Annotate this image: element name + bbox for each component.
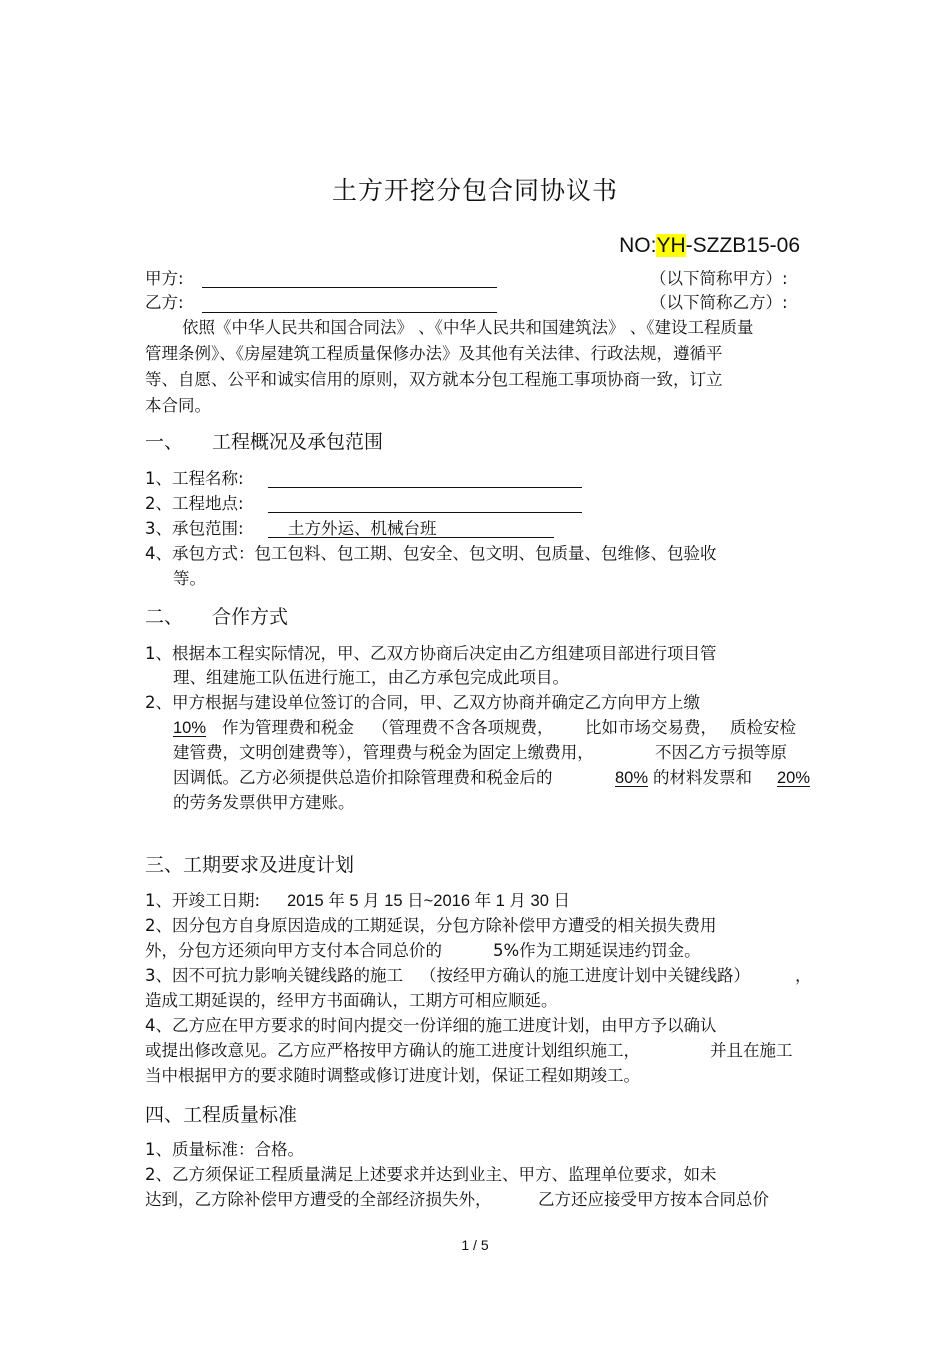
scope-label: 3、承包范围: bbox=[145, 519, 244, 538]
labor-invoice-percent: 20% bbox=[777, 769, 811, 787]
contract-mode: 4、承包方式：包工包料、包工期、包安全、包文明、包质量、包维修、包验收 bbox=[145, 544, 717, 563]
page-number: 1 / 5 bbox=[461, 1237, 489, 1253]
s2-p2-line-2d: 质检安检 bbox=[730, 718, 796, 737]
doc-no-prefix: NO: bbox=[619, 234, 657, 257]
section-2-title: 合作方式 bbox=[212, 606, 289, 628]
scope-underline bbox=[268, 537, 554, 538]
project-location-label: 2、工程地点: bbox=[145, 494, 244, 513]
s3-p1-label: 1、开竣工日期: bbox=[145, 891, 261, 910]
s4-p2-line-2b: 乙方还应接受甲方按本合同总价 bbox=[538, 1190, 769, 1209]
party-b-suffix: （以下简称乙方）: bbox=[650, 293, 788, 312]
s2-p2-line-2a: 作为管理费和税金 bbox=[222, 718, 354, 737]
intro-line-1: 依照《中华人民共和国合同法》 、《中华人民共和国建筑法》 、《建设工程质量 bbox=[182, 318, 754, 337]
s2-p2-line-4b: 的材料发票和 bbox=[653, 768, 752, 787]
party-b-label: 乙方: bbox=[145, 293, 184, 312]
material-invoice-percent: 80% bbox=[615, 769, 649, 787]
construction-dates: 2015 年 5 月 15 日~2016 年 1 月 30 日 bbox=[287, 892, 570, 910]
s4-p1: 1、质量标准：合格。 bbox=[145, 1140, 304, 1159]
s2-p2-line-3a: 建管费，文明创建费等），管理费与税金为固定上缴费用， bbox=[173, 743, 594, 762]
section-3-title: 三、工期要求及进度计划 bbox=[145, 854, 355, 876]
party-a-suffix: （以下简称甲方）: bbox=[650, 269, 788, 288]
section-1-number: 一、 bbox=[145, 431, 184, 453]
project-name-blank bbox=[268, 487, 582, 488]
s2-p2-line-5: 的劳务发票供甲方建账。 bbox=[173, 793, 355, 812]
s3-p2-line-2b: 5%作为工期延误违约罚金。 bbox=[493, 941, 701, 960]
s3-p3-line-1a: 3、因不可抗力影响关键线路的施工 bbox=[145, 966, 403, 985]
scope-value: 土方外运、机械台班 bbox=[288, 519, 437, 538]
section-2-number: 二、 bbox=[145, 606, 184, 628]
s3-p3-line-1b: （按经甲方确认的施工进度计划中关键线路） bbox=[420, 966, 750, 985]
project-name-label: 1、工程名称: bbox=[145, 469, 244, 488]
intro-line-4: 本合同。 bbox=[145, 396, 211, 415]
document-title: 土方开挖分包合同协议书 bbox=[331, 176, 618, 205]
party-a-label: 甲方: bbox=[145, 269, 184, 288]
party-a-blank bbox=[202, 287, 497, 288]
s2-p2-line-2b: （管理费不含各项规费， bbox=[372, 718, 554, 737]
project-location-blank bbox=[268, 512, 582, 513]
party-b-blank bbox=[202, 312, 497, 313]
s3-p4-line-3: 当中根据甲方的要求随时调整或修订进度计划，保证工程如期竣工。 bbox=[145, 1066, 640, 1085]
doc-no-rest: -SZZB15-06 bbox=[685, 234, 800, 257]
s3-p3-line-1c: ， bbox=[795, 966, 812, 985]
s4-p2-line-1: 2、乙方须保证工程质量满足上述要求并达到业主、甲方、监理单位要求，如未 bbox=[145, 1165, 717, 1184]
s2-p1-line-1: 1、根据本工程实际情况，甲、乙双方协商后决定由乙方组建项目部进行项目管 bbox=[145, 644, 717, 663]
contract-mode-cont: 等。 bbox=[173, 569, 206, 588]
s3-p4-line-2a: 或提出修改意见。乙方应严格按甲方确认的施工进度计划组织施工， bbox=[145, 1041, 640, 1060]
s2-p2-line-3b: 不因乙方亏损等原 bbox=[655, 743, 787, 762]
s2-p2-line-4a: 因调低。乙方必须提供总造价扣除管理费和税金后的 bbox=[173, 768, 553, 787]
document-number bbox=[619, 235, 800, 256]
s3-p2-line-1: 2、因分包方自身原因造成的工期延误，分包方除补偿甲方遭受的相关损失费用 bbox=[145, 916, 717, 935]
s2-p1-line-2: 理、组建施工队伍进行施工，由乙方承包完成此项目。 bbox=[173, 668, 569, 687]
s4-p2-line-2a: 达到，乙方除补偿甲方遭受的全部经济损失外， bbox=[145, 1190, 492, 1209]
s3-p2-line-2a: 外，分包方还须向甲方支付本合同总价的 bbox=[145, 941, 442, 960]
s2-p2-line-2c: 比如市场交易费， bbox=[585, 718, 717, 737]
section-4-title: 四、工程质量标准 bbox=[145, 1104, 298, 1126]
intro-line-3: 等、自愿、公平和诚实信用的原则，双方就本分包工程施工事项协商一致，订立 bbox=[145, 370, 723, 389]
section-1-title: 工程概况及承包范围 bbox=[212, 431, 384, 453]
intro-line-2: 管理条例》、《房屋建筑工程质量保修办法》及其他有关法律、行政法规，遵循平 bbox=[145, 344, 723, 363]
doc-no-highlight: YH bbox=[656, 234, 686, 257]
s2-p2-line-1: 2、甲方根据与建设单位签订的合同，甲、乙双方协商并确定乙方向甲方上缴 bbox=[145, 693, 700, 712]
s3-p3-line-2: 造成工期延误的，经甲方书面确认，工期方可相应顺延。 bbox=[145, 991, 558, 1010]
s3-p4-line-2b: 并且在施工 bbox=[710, 1041, 793, 1060]
s3-p4-line-1: 4、乙方应在甲方要求的时间内提交一份详细的施工进度计划，由甲方予以确认 bbox=[145, 1016, 717, 1035]
management-fee-percent: 10% bbox=[173, 719, 207, 737]
